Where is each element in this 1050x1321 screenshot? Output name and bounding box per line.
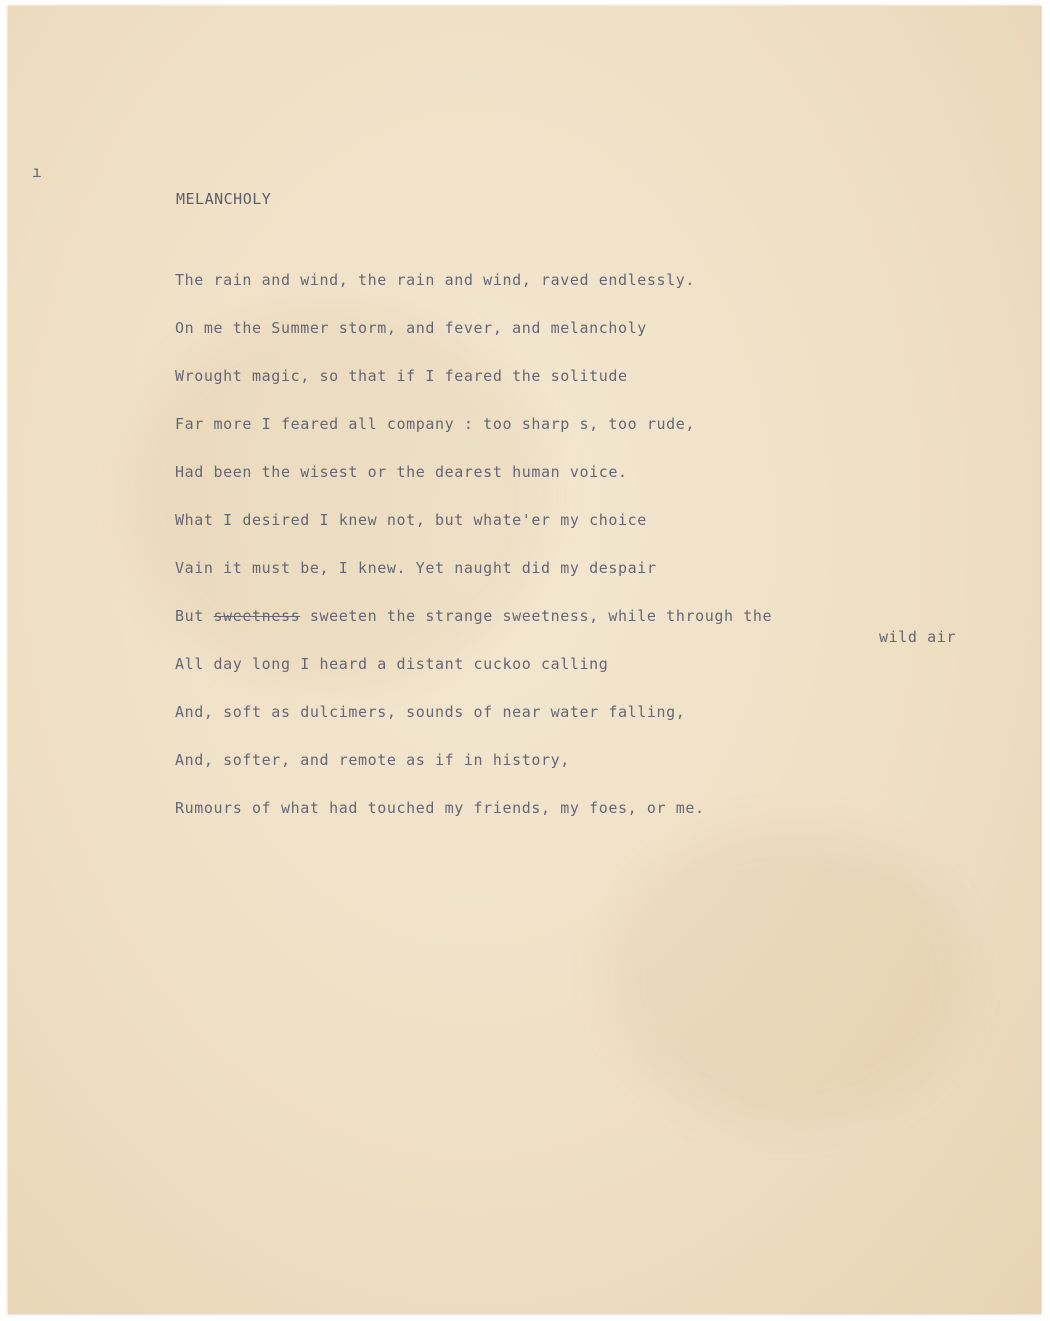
- struck-word: sweetness: [213, 607, 301, 625]
- poem-line-10: And, soft as dulcimers, sounds of near water falling,: [175, 703, 686, 721]
- typewritten-page: [8, 6, 1041, 1314]
- poem-line-2: On me the Summer storm, and fever, and melancholy: [175, 319, 647, 337]
- paper-stain: [608, 826, 968, 1126]
- line-8-overflow: wild air: [879, 628, 957, 646]
- poem-line-9: All day long I heard a distant cuckoo calling: [175, 655, 609, 673]
- poem-line-3: Wrought magic, so that if I feared the solitude: [175, 367, 628, 385]
- poem-title: MELANCHOLY: [176, 190, 272, 208]
- poem-line-8: [175, 607, 772, 625]
- line-8-rest: sweeten the strange sweetness, while through the: [300, 607, 773, 625]
- margin-mark: ı: [32, 164, 42, 182]
- poem-line-5: Had been the wisest or the dearest human voice.: [175, 463, 628, 481]
- poem-line-1: The rain and wind, the rain and wind, raved endlessly.: [175, 271, 696, 289]
- line-8-prefix: But: [175, 607, 214, 625]
- poem-line-7: Vain it must be, I knew. Yet naught did my despair: [175, 559, 657, 577]
- poem-line-11: And, softer, and remote as if in history,: [175, 751, 570, 769]
- poem-line-4: Far more I feared all company : too sharp s, too rude,: [175, 415, 696, 433]
- poem-line-12: Rumours of what had touched my friends, my foes, or me.: [175, 799, 705, 817]
- paper-stain: [128, 306, 548, 686]
- poem-line-6: What I desired I knew not, but whate'er my choice: [175, 511, 647, 529]
